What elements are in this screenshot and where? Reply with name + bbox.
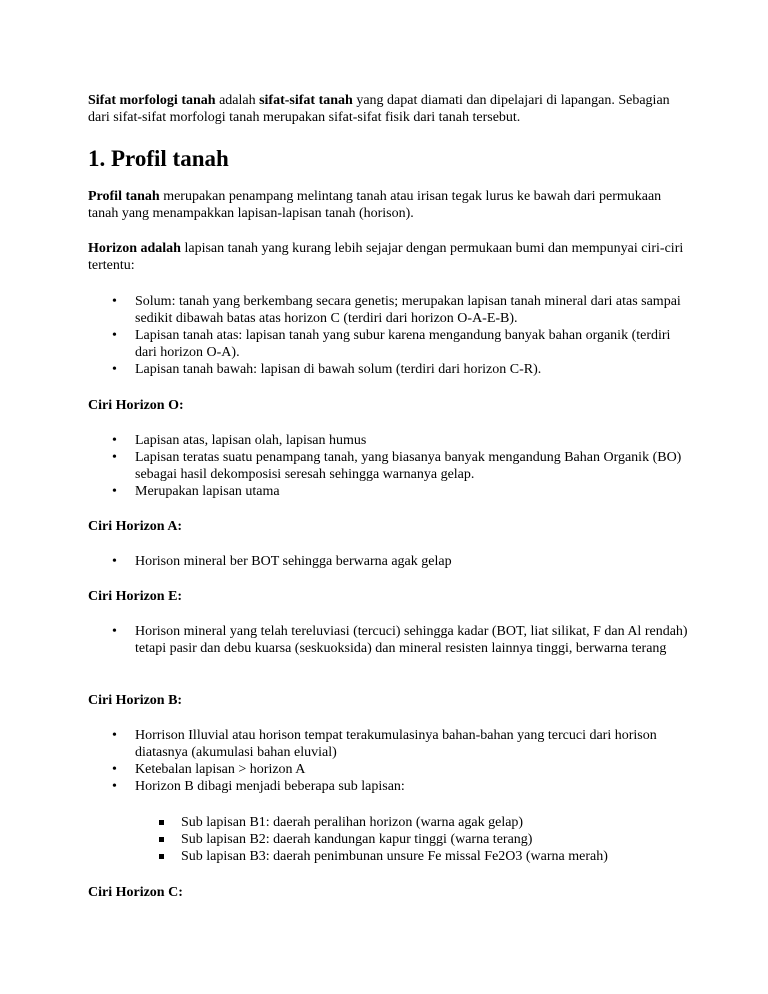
intro-text-2: yang dapat diamati dan dipelajari di lapangan. Sebagian dari sifat-sifat morfologi tanah merupakan sifat-sifat fisik dari tanah tersebut. [88,93,670,125]
horizon-b-sub-list [181,814,701,865]
profil-paragraph [88,188,688,222]
heading-horizon-a: Ciri Horizon A: [88,519,183,534]
list-item: • Horison mineral ber BOT sehingga berwarna agak gelap [135,553,690,570]
horizon-a-list [135,553,690,570]
list-item: • Horison mineral yang telah tereluviasi (tercuci) sehingga kadar (BOT, liat silikat, F dan Al rendah) tetapi pasir dan debu kuarsa (seskuoksida) dan mineral resisten lainnya tinggi, berwarna terang [135,623,690,657]
sub-list-item: Sub lapisan B2: daerah kandungan kapur tinggi (warna terang) [181,831,701,848]
profil-text: merupakan penampang melintang tanah atau irisan tegak lurus ke bawah dari permukaan tanah yang menampakkan lapisan-lapisan tanah (horison). [88,189,662,221]
list-item: • Lapisan tanah bawah: lapisan di bawah solum (terdiri dari horizon C-R). [135,361,690,378]
heading-horizon-b: Ciri Horizon B: [88,693,183,708]
list-item: • Lapisan atas, lapisan olah, lapisan humus [135,432,690,449]
heading-horizon-c: Ciri Horizon C: [88,885,183,900]
intro-term-sifat: sifat-sifat tanah [259,93,353,108]
list-item: • Horrison Illuvial atau horison tempat terakumulasinya bahan-bahan yang tercuci dari horison diatasnya (akumulasi bahan eluvial) [135,727,690,761]
horizon-b-list [135,727,690,795]
list-item: • Lapisan tanah atas: lapisan tanah yang subur karena mengandung banyak bahan organik (terdiri dari horizon O-A). [135,327,690,361]
intro-paragraph [88,92,688,126]
list-item: • Lapisan teratas suatu penampang tanah, yang biasanya banyak mengandung Bahan Organik (BO) sebagai hasil dekomposisi seresah sehingga warnanya gelap. [135,449,690,483]
sub-list-item: Sub lapisan B3: daerah penimbunan unsure Fe missal Fe2O3 (warna merah) [181,848,701,865]
intro-text-1: adalah [215,93,260,108]
horizon-term: Horizon adalah [88,241,181,256]
profil-term: Profil tanah [88,189,160,204]
horizon-o-list [135,432,690,500]
horizon-paragraph [88,240,688,274]
list-item: • Horizon B dibagi menjadi beberapa sub lapisan: [135,778,690,795]
intro-term-morfologi: Sifat morfologi tanah [88,93,216,108]
section-title: 1. Profil tanah [88,146,229,171]
horizon-e-list [135,623,690,657]
sub-list-item: Sub lapisan B1: daerah peralihan horizon (warna agak gelap) [181,814,701,831]
heading-horizon-e: Ciri Horizon E: [88,589,183,604]
list-item: • Merupakan lapisan utama [135,483,690,500]
horizon-text: lapisan tanah yang kurang lebih sejajar dengan permukaan bumi dan mempunyai ciri-ciri tertentu: [88,241,684,273]
list-item: • Solum: tanah yang berkembang secara genetis; merupakan lapisan tanah mineral dari atas sampai sedikit dibawah batas atas horizon C (terdiri dari horizon O-A-E-B). [135,293,690,327]
list-item: • Ketebalan lapisan > horizon A [135,761,690,778]
horizon-list [135,293,690,378]
heading-horizon-o: Ciri Horizon O: [88,398,184,413]
